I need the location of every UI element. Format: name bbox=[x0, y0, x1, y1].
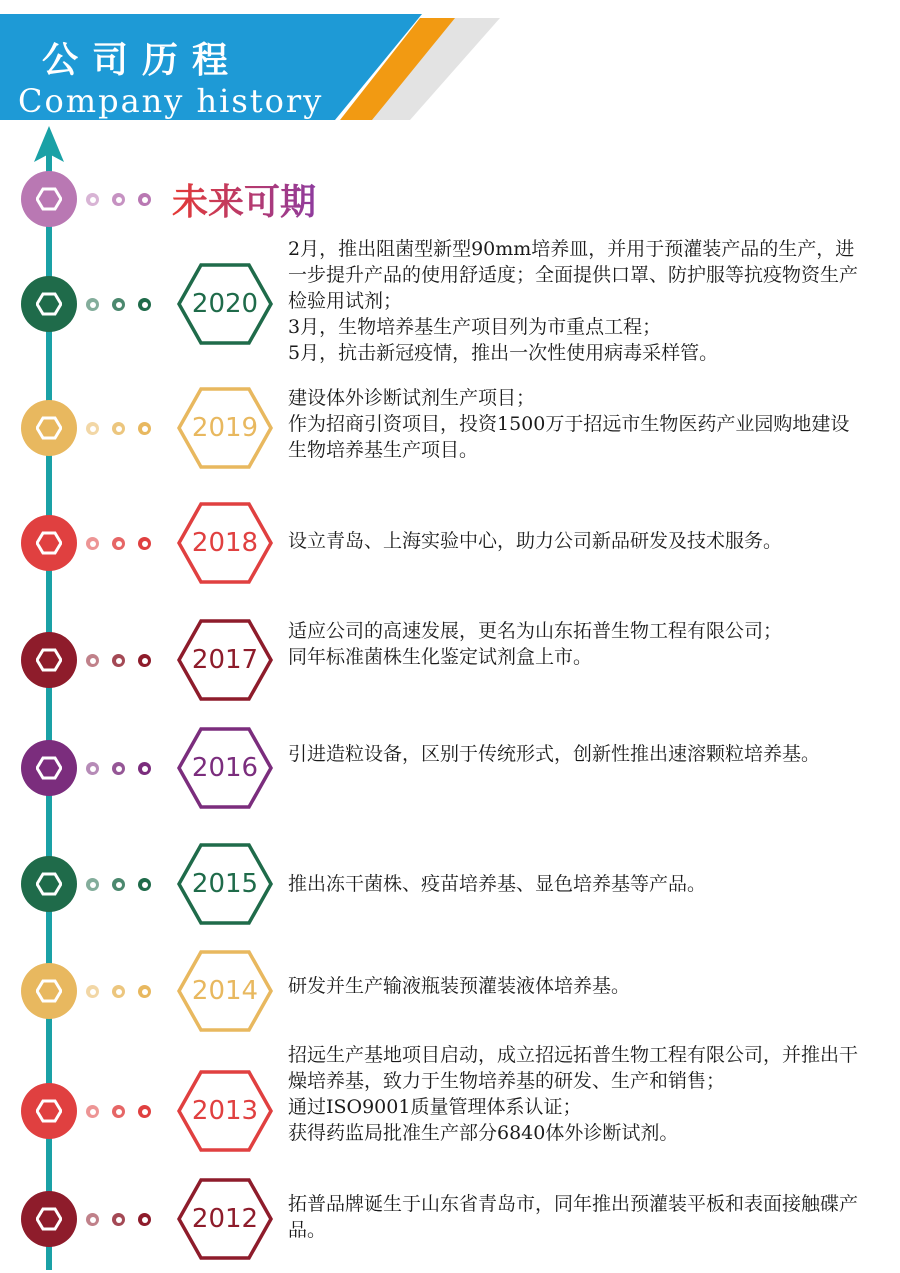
timeline-node bbox=[21, 400, 77, 456]
event-line: 招远生产基地项目启动，成立招远拓普生物工程有限公司，并推出干燥培养基，致力于生物培养基的研发、生产和销售； bbox=[288, 1044, 859, 1092]
event-line: 适应公司的高速发展，更名为山东拓普生物工程有限公司； bbox=[288, 620, 783, 642]
timeline-arrow-icon bbox=[33, 126, 65, 166]
dot-marker bbox=[112, 654, 125, 667]
hexagon-icon bbox=[36, 292, 62, 316]
event-description bbox=[288, 618, 860, 670]
year-label: 2019 bbox=[191, 413, 259, 443]
year-label: 2017 bbox=[191, 645, 259, 675]
hexagon-icon bbox=[36, 979, 62, 1003]
event-line: 建设体外诊断试剂生产项目； bbox=[288, 387, 536, 409]
event-description bbox=[288, 871, 860, 897]
event-description bbox=[288, 528, 860, 554]
dot-marker bbox=[138, 537, 151, 550]
year-hexagon bbox=[177, 727, 273, 809]
dot-marker bbox=[138, 422, 151, 435]
dot-marker bbox=[112, 298, 125, 311]
dot-marker bbox=[86, 298, 99, 311]
dot-marker bbox=[112, 1105, 125, 1118]
dot-marker bbox=[138, 878, 151, 891]
event-description bbox=[288, 973, 860, 999]
event-line: 推出冻干菌株、疫苗培养基、显色培养基等产品。 bbox=[288, 873, 707, 895]
dot-marker bbox=[112, 537, 125, 550]
hexagon-icon bbox=[36, 416, 62, 440]
year-hexagon bbox=[177, 1178, 273, 1260]
event-line: 引进造粒设备，区别于传统形式，创新性推出速溶颗粒培养基。 bbox=[288, 743, 821, 765]
future-label: 未来可期 bbox=[172, 174, 316, 225]
event-line: 3月，生物培养基生产项目列为市重点工程； bbox=[288, 316, 662, 338]
year-label: 2013 bbox=[191, 1096, 259, 1126]
event-description bbox=[288, 236, 860, 366]
event-description bbox=[288, 385, 860, 463]
timeline-node bbox=[21, 515, 77, 571]
event-line: 设立青岛、上海实验中心，助力公司新品研发及技术服务。 bbox=[288, 530, 783, 552]
event-line: 研发并生产输液瓶装预灌装液体培养基。 bbox=[288, 975, 631, 997]
hexagon-icon bbox=[36, 648, 62, 672]
dot-marker bbox=[112, 193, 125, 206]
timeline-node bbox=[21, 963, 77, 1019]
event-line: 通过ISO9001质量管理体系认证； bbox=[288, 1096, 582, 1118]
timeline-node bbox=[21, 1191, 77, 1247]
dot-marker bbox=[86, 985, 99, 998]
dot-marker bbox=[86, 654, 99, 667]
hexagon-icon bbox=[36, 1207, 62, 1231]
event-line: 拓普品牌诞生于山东省青岛市，同年推出预灌装平板和表面接触碟产品。 bbox=[288, 1193, 859, 1241]
event-line: 5月，抗击新冠疫情，推出一次性使用病毒采样管。 bbox=[288, 342, 719, 364]
dot-marker bbox=[138, 985, 151, 998]
year-hexagon bbox=[177, 619, 273, 701]
dot-marker bbox=[138, 1105, 151, 1118]
timeline-node bbox=[21, 276, 77, 332]
dot-marker bbox=[112, 985, 125, 998]
dot-marker bbox=[86, 878, 99, 891]
dot-marker bbox=[86, 1213, 99, 1226]
hexagon-icon bbox=[36, 872, 62, 896]
hexagon-icon bbox=[36, 1099, 62, 1123]
page-title-en: Company history bbox=[18, 82, 324, 120]
dot-marker bbox=[138, 762, 151, 775]
hexagon-icon bbox=[36, 531, 62, 555]
dot-marker bbox=[138, 654, 151, 667]
year-hexagon bbox=[177, 950, 273, 1032]
dot-marker bbox=[112, 878, 125, 891]
year-label: 2014 bbox=[191, 976, 259, 1006]
dot-marker bbox=[86, 762, 99, 775]
event-description bbox=[288, 741, 860, 767]
timeline-node bbox=[21, 740, 77, 796]
page-title-cn: 公司历程 bbox=[42, 40, 243, 81]
event-description bbox=[288, 1191, 860, 1243]
year-hexagon bbox=[177, 502, 273, 584]
dot-marker bbox=[138, 1213, 151, 1226]
event-line: 2月，推出阻菌型新型90mm培养皿，并用于预灌装产品的生产，进一步提升产品的使用舒适度；全面提供口罩、防护服等抗疫物资生产检验用试剂； bbox=[288, 238, 859, 312]
year-hexagon bbox=[177, 387, 273, 469]
dot-marker bbox=[112, 762, 125, 775]
timeline-node bbox=[21, 856, 77, 912]
year-hexagon bbox=[177, 843, 273, 925]
timeline-node bbox=[21, 171, 77, 227]
event-description bbox=[288, 1042, 860, 1146]
year-label: 2020 bbox=[191, 289, 259, 319]
year-label: 2015 bbox=[191, 869, 259, 899]
dot-marker bbox=[86, 1105, 99, 1118]
year-label: 2012 bbox=[191, 1204, 259, 1234]
dot-marker bbox=[112, 422, 125, 435]
timeline-node bbox=[21, 632, 77, 688]
year-hexagon bbox=[177, 263, 273, 345]
event-line: 获得药监局批准生产部分6840体外诊断试剂。 bbox=[288, 1122, 679, 1144]
event-line: 作为招商引资项目，投资1500万于招远市生物医药产业园购地建设生物培养基生产项目。 bbox=[288, 413, 850, 461]
dot-marker bbox=[112, 1213, 125, 1226]
dot-marker bbox=[86, 193, 99, 206]
year-label: 2018 bbox=[191, 528, 259, 558]
hexagon-icon bbox=[36, 187, 62, 211]
dot-marker bbox=[138, 298, 151, 311]
year-hexagon bbox=[177, 1070, 273, 1152]
dot-marker bbox=[86, 422, 99, 435]
dot-marker bbox=[138, 193, 151, 206]
hexagon-icon bbox=[36, 756, 62, 780]
event-line: 同年标准菌株生化鉴定试剂盒上市。 bbox=[288, 646, 593, 668]
timeline-node bbox=[21, 1083, 77, 1139]
year-label: 2016 bbox=[191, 753, 259, 783]
dot-marker bbox=[86, 537, 99, 550]
